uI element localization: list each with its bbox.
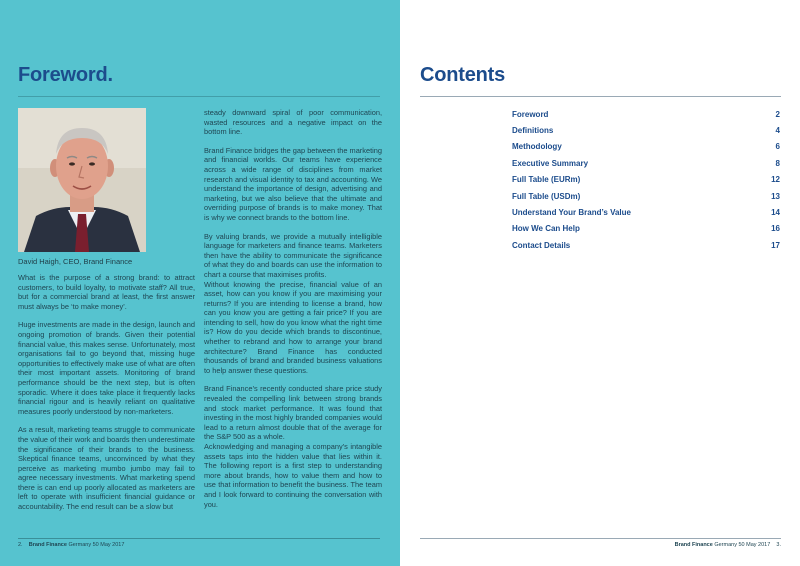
- contents-title: Contents: [420, 64, 506, 86]
- toc-label: How We Can Help: [512, 224, 580, 234]
- paragraph: Brand Finance’s recently conducted share price study revealed the compelling link between strong brands and stock market performance. It was found that investing in the most highly branded companies would lead to a return almost double that of the average for the S&P 500 as a whole.: [204, 384, 382, 442]
- toc-item[interactable]: [512, 204, 780, 220]
- toc-item[interactable]: [512, 172, 780, 188]
- paragraph: Brand Finance bridges the gap between the marketing and financial worlds. Our teams have experience across a wide range of disciplines from market research and visual identity to tax and accounting. We understand the importance of design, advertising and marketing, but we also believe that the ultimate and overriding purpose of brands is to make money. That is why we connect brands to the bottom line.: [204, 145, 382, 222]
- toc-item[interactable]: [512, 139, 780, 155]
- paragraph: steady downward spiral of poor communication, wasted resources and a negative impact on the bottom line.: [204, 108, 382, 137]
- toc-label: Definitions: [512, 126, 554, 136]
- toc-label: Contact Details: [512, 240, 571, 250]
- toc-page: 17: [771, 240, 780, 250]
- right-footer: [420, 538, 781, 548]
- left-footer: [18, 538, 380, 548]
- toc-label: Methodology: [512, 142, 562, 152]
- toc-page: 6: [775, 142, 780, 152]
- title-divider: [18, 96, 380, 97]
- title-divider: [420, 96, 781, 97]
- toc-label: Executive Summary: [512, 158, 589, 168]
- toc-page: 14: [771, 208, 780, 218]
- table-of-contents: [512, 106, 780, 254]
- portrait-illustration: [18, 108, 146, 252]
- toc-label: Full Table (USDm): [512, 191, 581, 201]
- toc-page: 4: [775, 126, 780, 136]
- paragraph: What is the purpose of a strong brand: to attract customers, to build loyalty, to motivate staff? All true, but for a commercial brand at least, the first answer must always be ‘to make money’.: [18, 273, 195, 311]
- foreword-title: Foreword.: [18, 64, 113, 86]
- paragraph: Huge investments are made in the design, launch and ongoing promotion of brands. Given their potential financial value, this makes sense. Unfortunately, most organisations fail to go beyond that, missing huge opportunities to effectively make use of what are often their most important assets. Monitoring of brand performance should be the next step, but is often sporadic. Where it does take place it frequently lacks financial rigour and is heavily reliant on qualitative measures poorly understood by non-marketers.: [18, 320, 195, 416]
- footer-text: Germany 50 May 2017: [68, 542, 125, 548]
- page-number: 2.: [18, 542, 23, 548]
- toc-item[interactable]: [512, 155, 780, 171]
- paragraph: Without knowing the precise, financial value of an asset, how can you know if you are maximising your returns? If you are intending to license a brand, how can you know you are getting a fair price? If you are intending to sell, how do you know what the right time is? How do you decide which brands to discontinue, whether to rebrand and how to arrange your brand architecture? Brand Finance has conducted thousands of brand and branded business valuations to help answer these questions.: [204, 279, 382, 375]
- toc-page: 13: [771, 191, 780, 201]
- toc-page: 12: [771, 175, 780, 185]
- toc-item[interactable]: [512, 221, 780, 237]
- paragraph: Acknowledging and managing a company’s intangible assets taps into the hidden value that lies within it. The following report is a first step to understanding more about brands, how to value them and how to use that information to benefit the business. The team and I look forward to continuing the conversation with you.: [204, 442, 382, 509]
- ceo-photo: [18, 108, 146, 252]
- foreword-column-2: [204, 108, 382, 518]
- toc-item[interactable]: [512, 122, 780, 138]
- toc-item[interactable]: [512, 106, 780, 122]
- foreword-column-1: [18, 273, 195, 521]
- photo-caption: David Haigh, CEO, Brand Finance: [18, 257, 133, 266]
- toc-page: 2: [775, 109, 780, 119]
- toc-label: Understand Your Brand’s Value: [512, 208, 631, 218]
- toc-page: 16: [771, 224, 780, 234]
- toc-label: Full Table (EURm): [512, 175, 581, 185]
- toc-page: 8: [775, 158, 780, 168]
- toc-item[interactable]: [512, 237, 780, 253]
- paragraph: As a result, marketing teams struggle to communicate the value of their work and boards then underestimate the significance of their brands to the business. Skeptical finance teams, unconvinced by what they perceive as marketing mumbo jumbo may fail to agree necessary investments. What marketing spend there is can end up poorly allocated as marketers are left to operate with insufficient financial guidance or accountability. The end result can be a slow but: [18, 425, 195, 512]
- toc-label: Foreword: [512, 109, 549, 119]
- right-page: [400, 0, 800, 566]
- footer-text: Germany 50 May 2017: [714, 542, 771, 548]
- footer-brand: Brand Finance: [674, 542, 713, 548]
- paragraph: By valuing brands, we provide a mutually intelligible language for marketers and finance teams. Marketers then have the ability to communicate the significance of what they do and boards can use the information to chart a course that maximises profits.: [204, 231, 382, 279]
- footer-brand: Brand Finance: [28, 542, 67, 548]
- toc-item[interactable]: [512, 188, 780, 204]
- page-number: 3.: [776, 542, 781, 548]
